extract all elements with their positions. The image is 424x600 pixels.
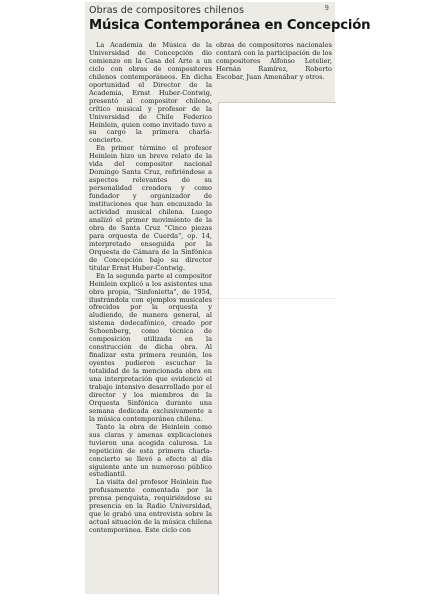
clipping-paper [85, 2, 371, 594]
page-number: 9 [324, 4, 329, 12]
article-column-right [216, 42, 332, 106]
paper-fold-line [85, 298, 335, 299]
article-column-left [89, 42, 212, 594]
article-paragraph: En la segunda parte el compositor Heinlein explicó a los asistentes una obra propia, "Sinfonietta", de 1954, ilustrándola con ejemplos musicales ofrecidos por la orquesta y aludiendo, de manera general, al sistema dodecafónico, creado por Schoenberg, como técnica de composición utilizada en la construcción de dicha obra. Al finalizar esta primera reunión, los oyentes pudieron escuchar la totalidad de la mencionada obra en una interpretación que evidenció el trabajo intensivo desarrollado por el director y los miembros de la Orquesta Sinfónica durante una semana dedicada exclusivamente a la música contemporánea chilena. [89, 271, 212, 423]
newspaper-clipping [85, 2, 371, 594]
article-paragraph: La visita del profesor Heinlein fue profusamente comentada por la prensa penquista, requiriéndose su presencia en la Radio Universidad, que le grabó una entrevista sobre la actual situación de la música chilena contemporánea. Este ciclo con [89, 478, 212, 535]
article-paragraph: Tanto la obra de Heinlein como sus claras y amenas explicaciones tuvieron una acogida calurosa. La repetición de esta primera charla-concierto se llevó a efecto al día siguiente ante un numeroso público estudiantil. [89, 422, 212, 479]
article-paragraph: obras de compositores nacionales contará con la participación de los compositores Alfonso Letelier, Hernán Ramírez, Roberto Escobar, Juan Amenábar y otros. [216, 42, 332, 81]
article-kicker: Obras de compositores chilenos [89, 5, 245, 16]
article-paragraph: En primer término el profesor Heinlein hizo un breve relato de la vida del compositor nacional Domingo Santa Cruz, refiriéndose a aspectos relevantes de su personalidad creadora y como fundador y organizador de instituciones que han encauzado la actividad musical chilena. Luego analizó el primer movimiento de la obra de Santa Cruz "Cinco piezas para orquesta de Cuerda", op. 14, interpretado enseguida por la Orquesta de Cámara de la Sinfónica de Concepción bajo su director titular Ernst Huber-Contwig. [89, 144, 212, 272]
blank-paper-area [218, 102, 336, 595]
article-paragraph: La Academia de Música de la Universidad de Concepción dio comienzo en la Casa del Arte a un ciclo con obras de compositores chilenos contemporáneos. En dicha oportunidad el Director de la Academia, Ernst Huber-Contwig, presentó al compositor chileno, crítico musical y profesor de la Universidad de Chile Federico Heinlein, quien como invitado tuvo a su cargo la primera charla-concierto. [89, 42, 212, 145]
article-headline: Música Contemporánea en Concepción [89, 17, 371, 33]
